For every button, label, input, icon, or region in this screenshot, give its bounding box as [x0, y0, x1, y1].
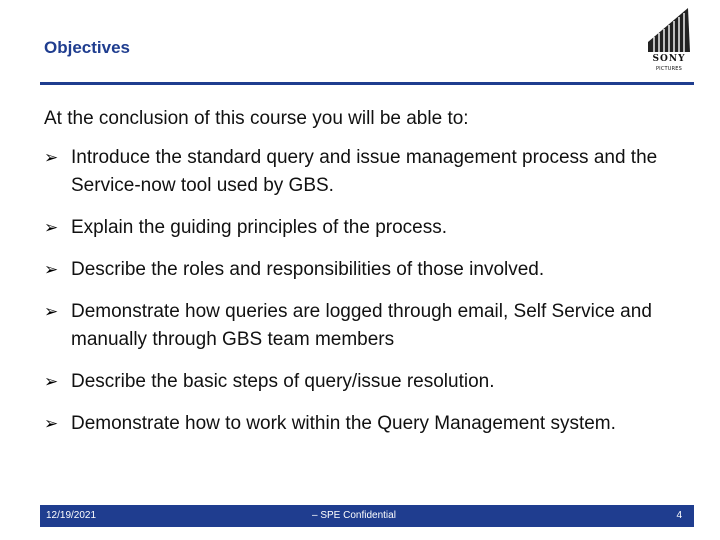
objective-text: Describe the roles and responsibilities of those involved. — [71, 259, 545, 280]
slide-title: Objectives — [44, 38, 130, 57]
objective-item — [44, 144, 704, 200]
logo-subtitle-text: PICTURES — [655, 66, 683, 72]
sony-pictures-logo — [644, 6, 694, 78]
objective-text: Explain the guiding principles of the process. — [71, 217, 448, 238]
arrow-bullet-icon: ➢ — [44, 260, 59, 280]
objective-item — [44, 368, 704, 396]
objective-item — [44, 298, 704, 354]
intro-text: At the conclusion of this course you will be able to: — [44, 108, 469, 129]
arrow-bullet-icon: ➢ — [44, 218, 59, 238]
objective-text: Demonstrate how to work within the Query Management system. — [71, 413, 616, 434]
arrow-bullet-icon: ➢ — [44, 302, 59, 322]
footer-date: 12/19/2021 — [46, 510, 97, 521]
objective-text: Demonstrate how queries are logged through email, Self Service and manually through GBS team members — [71, 301, 652, 350]
objective-text: Describe the basic steps of query/issue resolution. — [71, 371, 495, 392]
objective-item — [44, 214, 704, 242]
logo-brand-text: SONY — [652, 54, 686, 64]
objective-text: Introduce the standard query and issue management process and the Service-now tool used by GBS. — [71, 147, 658, 196]
footer-confidential-label: – SPE Confidential — [312, 510, 396, 521]
logo-beam-icon — [644, 6, 694, 52]
objective-item — [44, 410, 704, 438]
arrow-bullet-icon: ➢ — [44, 148, 59, 168]
objectives-list — [44, 144, 704, 452]
footer-page-number: 4 — [676, 510, 682, 521]
footer-bar — [40, 505, 694, 527]
arrow-bullet-icon: ➢ — [44, 372, 59, 392]
arrow-bullet-icon: ➢ — [44, 414, 59, 434]
objective-item — [44, 256, 704, 284]
title-divider — [40, 82, 694, 85]
